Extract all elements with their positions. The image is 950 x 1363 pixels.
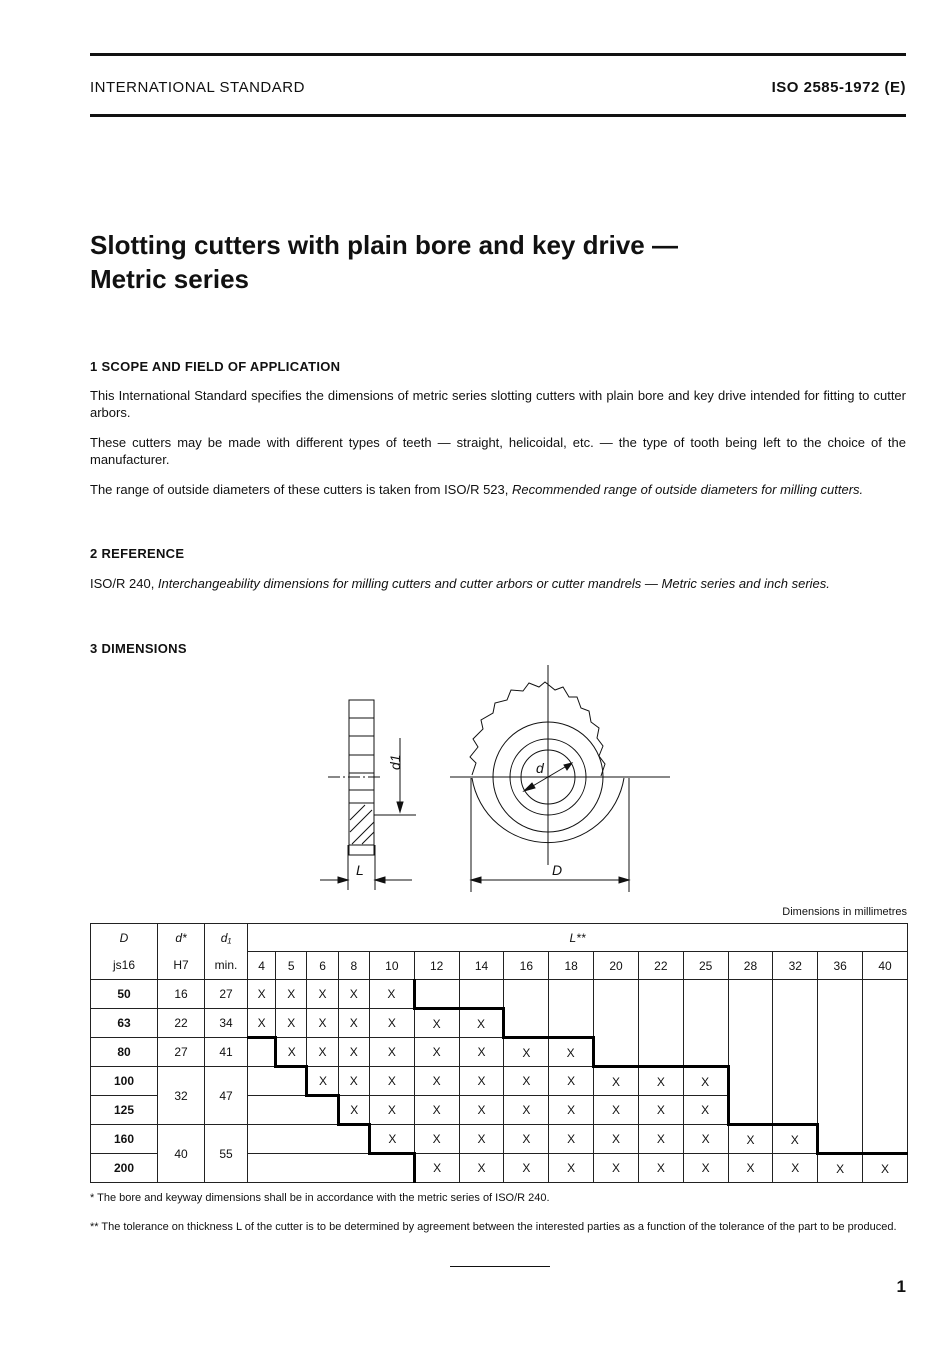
col-d1-header [205,924,248,952]
L-value-header: 16 [504,952,549,980]
cell-mark: X [369,1125,414,1154]
footnote-2: ** The tolerance on thickness L of the cutter is to be determined by agreement between the interested parties as a function of the tolerance of the part to be produced. [90,1221,897,1233]
cell-mark: X [369,1038,414,1067]
d1-label: d₁ [220,930,232,945]
cell-d: 16 [158,980,205,1009]
L-value-header: 4 [248,952,276,980]
cell-mark: X [459,1125,504,1154]
cell-D: 125 [91,1096,158,1125]
cell-mark: X [683,1096,728,1125]
cell-mark: X [459,1067,504,1096]
cell-D: 100 [91,1067,158,1096]
page-number: 1 [896,1277,906,1296]
col-D-header [91,924,158,952]
cell-mark: X [307,1038,338,1067]
scope-paragraph-1: This International Standard specifies the dimensions of metric series slotting cutters with plain bore and key drive intended for fitting to cutter arbors. [90,388,906,420]
cell-D: 80 [91,1038,158,1067]
cell-mark: X [338,1067,369,1096]
cell-mark: X [414,1125,459,1154]
cell-mark: X [638,1096,683,1125]
L-value-header: 6 [307,952,338,980]
d-tolerance: H7 [158,952,205,980]
side-view [320,700,416,890]
cell-mark: X [369,1096,414,1125]
cell-mark: X [594,1096,639,1125]
cell-mark: X [638,1125,683,1154]
cell-empty [248,1125,276,1154]
cell-d1: 41 [205,1038,248,1067]
cell-empty [276,1096,307,1125]
cell-mark: X [683,1125,728,1154]
cell-d: 27 [158,1038,205,1067]
cell-mark: X [369,980,414,1009]
cell-mark: X [276,1009,307,1038]
L-value-header: 5 [276,952,307,980]
units-note: Dimensions in millimetres [782,906,907,918]
d-label: d* [175,930,187,945]
top-rule [90,53,906,56]
cell-empty [459,980,504,1009]
cell-empty [728,1038,773,1067]
cell-mark: X [459,1096,504,1125]
col-L-header [248,924,908,952]
cell-empty [248,1096,276,1125]
section-1-heading: 1 SCOPE AND FIELD OF APPLICATION [90,359,341,374]
cell-mark: X [307,1009,338,1038]
cell-mark: X [504,1067,549,1096]
L-value-header: 40 [863,952,908,980]
cell-empty [728,980,773,1009]
cell-empty [773,1038,818,1067]
cell-empty [773,1009,818,1038]
cell-empty [594,1038,639,1067]
table-header-row-1 [91,924,908,952]
cell-D: 160 [91,1125,158,1154]
dimensions-table [90,923,908,1183]
cell-mark: X [338,1096,369,1125]
front-view [450,665,670,892]
cell-empty [549,980,594,1009]
cell-mark: X [414,1067,459,1096]
cell-mark: X [338,1009,369,1038]
cell-mark: X [683,1154,728,1183]
cell-empty [338,1154,369,1183]
cell-empty [818,1096,863,1125]
cell-mark: X [338,980,369,1009]
cell-empty [818,1038,863,1067]
cell-mark: X [414,1009,459,1038]
cell-empty [638,1009,683,1038]
L-value-header: 25 [683,952,728,980]
L-value-header: 20 [594,952,639,980]
cell-empty [683,1009,728,1038]
cell-mark: X [504,1096,549,1125]
cell-empty [638,1038,683,1067]
cell-empty [818,980,863,1009]
table-row [91,1067,908,1096]
cell-D: 200 [91,1154,158,1183]
L-value-header: 28 [728,952,773,980]
cell-empty [728,1009,773,1038]
cell-empty [276,1067,307,1096]
cell-empty [276,1154,307,1183]
cell-empty [683,980,728,1009]
p3-text: The range of outside diameters of these cutters is taken from ISO/R 523, [90,482,512,497]
D-label: D [119,930,129,945]
title-line-1: Slotting cutters with plain bore and key drive — [90,230,678,260]
cell-empty [307,1125,338,1154]
cell-empty [773,1096,818,1125]
cell-mark: X [549,1038,594,1067]
cell-mark: X [594,1154,639,1183]
cell-mark: X [307,1067,338,1096]
cell-d1: 55 [205,1125,248,1183]
cell-mark: X [773,1125,818,1154]
cell-empty [276,1125,307,1154]
cell-mark: X [638,1154,683,1183]
cell-mark: X [549,1096,594,1125]
L-value-header: 12 [414,952,459,980]
cell-mark: X [414,1038,459,1067]
title-line-2: Metric series [90,264,249,294]
cell-mark: X [414,1154,459,1183]
cell-empty [818,1125,863,1154]
scope-paragraph-2: These cutters may be made with different types of teeth — straight, helicoidal, etc. — the type of tooth being left to the choice of the manufacturer. [90,435,906,467]
table-row [91,1038,908,1067]
cell-mark: X [338,1038,369,1067]
cell-empty [863,1096,908,1125]
cell-empty [818,1067,863,1096]
cell-mark: X [459,1154,504,1183]
section-2-heading: 2 REFERENCE [90,546,185,561]
cell-mark: X [549,1154,594,1183]
cell-empty [863,1125,908,1154]
cell-empty [594,980,639,1009]
cell-mark: X [728,1154,773,1183]
L-value-header: 10 [369,952,414,980]
header-number: ISO 2585-1972 (E) [771,79,906,96]
cell-mark: X [248,980,276,1009]
cell-empty [248,1067,276,1096]
cell-mark: X [504,1038,549,1067]
cell-mark: X [459,1038,504,1067]
cell-mark: X [276,1038,307,1067]
cell-d1: 47 [205,1067,248,1125]
cell-empty [683,1038,728,1067]
cell-mark: X [369,1067,414,1096]
cell-mark: X [504,1154,549,1183]
L-value-header: 36 [818,952,863,980]
cell-mark: X [248,1009,276,1038]
cutter-drawing [300,660,680,900]
cell-empty [248,1038,276,1067]
header-standard: INTERNATIONAL STANDARD [90,79,305,96]
cell-mark: X [369,1009,414,1038]
cell-mark: X [773,1154,818,1183]
cell-mark: X [683,1067,728,1096]
cell-empty [638,980,683,1009]
cell-d: 22 [158,1009,205,1038]
cell-empty [863,1067,908,1096]
cell-empty [248,1154,276,1183]
footnote-1: * The bore and keyway dimensions shall be in accordance with the metric series of ISO/R 240. [90,1192,550,1204]
cell-empty [773,1067,818,1096]
page-title [90,228,890,296]
cell-mark: X [728,1125,773,1154]
cell-d: 40 [158,1125,205,1183]
L-value-header: 14 [459,952,504,980]
cell-empty [414,980,459,1009]
D-tolerance: js16 [91,952,158,980]
table-row [91,1125,908,1154]
label-d1: d1 [387,754,403,770]
cell-empty [307,1154,338,1183]
cell-mark: X [549,1067,594,1096]
table-row [91,980,908,1009]
cell-mark: X [276,980,307,1009]
L-value-header: 32 [773,952,818,980]
L-label: L** [569,930,586,945]
cell-empty [594,1009,639,1038]
end-rule [450,1266,550,1267]
ref-text: ISO/R 240, [90,576,158,591]
cell-empty [773,980,818,1009]
cell-mark: X [414,1096,459,1125]
cell-empty [504,1009,549,1038]
cell-d: 32 [158,1067,205,1125]
cell-empty [863,1038,908,1067]
cell-empty [818,1009,863,1038]
cell-empty [863,1009,908,1038]
header-rule [90,114,906,117]
cell-empty [728,1067,773,1096]
cell-D: 50 [91,980,158,1009]
cell-mark: X [549,1125,594,1154]
reference-paragraph [90,575,906,592]
cell-mark: X [459,1009,504,1038]
label-D: D [552,862,563,878]
cell-empty [728,1096,773,1125]
cell-mark: X [504,1125,549,1154]
cell-d1: 34 [205,1009,248,1038]
d1-min: min. [205,952,248,980]
cell-empty [338,1125,369,1154]
col-d-header [158,924,205,952]
L-value-header: 18 [549,952,594,980]
label-d: d [536,760,544,776]
section-3-heading: 3 DIMENSIONS [90,641,187,656]
L-value-header: 22 [638,952,683,980]
cell-empty [549,1009,594,1038]
cell-mark: X [863,1154,908,1183]
cell-D: 63 [91,1009,158,1038]
cell-empty [504,980,549,1009]
cell-empty [307,1096,338,1125]
p3-ref-title: Recommended range of outside diameters for milling cutters. [512,482,864,497]
cell-mark: X [638,1067,683,1096]
ref-title: Interchangeability dimensions for milling cutters and cutter arbors or cutter mandrels — Metric series and inch series. [157,576,830,591]
table-row [91,1009,908,1038]
cell-mark: X [307,980,338,1009]
cell-d1: 27 [205,980,248,1009]
scope-paragraph-3 [90,481,906,498]
cell-empty [369,1154,414,1183]
cell-mark: X [818,1154,863,1183]
cell-empty [863,980,908,1009]
cell-mark: X [594,1067,639,1096]
label-L: L [356,862,364,878]
L-value-header: 8 [338,952,369,980]
table-header-row-2 [91,952,908,980]
cell-mark: X [594,1125,639,1154]
